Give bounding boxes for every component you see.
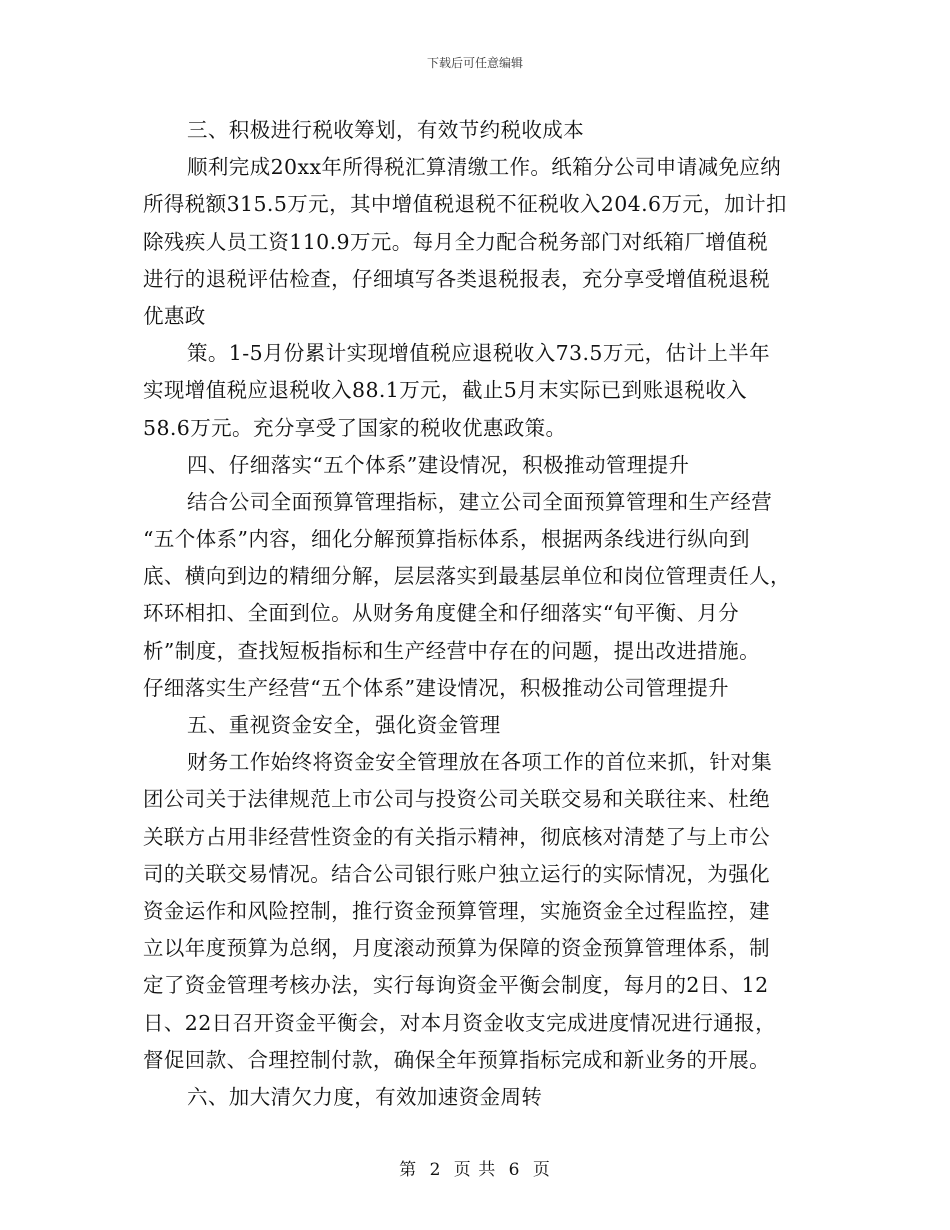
text-line: 日、22日召开资金平衡会，对本月资金收支完成进度情况进行通报，: [143, 1010, 776, 1035]
text-line: 三、积极进行税收筹划，有效节约税收成本: [187, 118, 585, 142]
text-line: 资金运作和风险控制，推行资金预算管理，实施资金全过程监控，建: [143, 898, 770, 923]
text-line: 司的关联交易情况。结合公司银行账户独立运行的实际情况，为强化: [143, 861, 770, 886]
text-line: 六、加大清欠力度，有效加速资金周转: [187, 1084, 543, 1109]
text-line: 顺利完成20xx年所得税汇算清缴工作。纸箱分公司申请减免应纳: [187, 155, 782, 180]
text-line: 财务工作始终将资金安全管理放在各项工作的首位来抓，针对集: [187, 750, 773, 775]
text-line: 仔细落实生产经营“五个体系”建设情况，积极推动公司管理提升: [143, 675, 730, 700]
text-line: 立以年度预算为总纲，月度滚动预算为保障的资金预算管理体系，制: [143, 936, 770, 961]
text-line: 环环相扣、全面到位。从财务角度健全和仔细落实“旬平衡、月分: [143, 601, 740, 626]
text-line: 进行的退税评估检查，仔细填写各类退税报表，充分享受增值税退税: [143, 266, 770, 291]
page-footer: [0, 1155, 950, 1180]
text-line: 58.6万元。充分享受了国家的税收优惠政策。: [143, 415, 567, 440]
text-line: 五、重视资金安全，强化资金管理: [187, 713, 501, 737]
text-line: 析”制度，查找短板指标和生产经营中存在的问题，提出改进措施。: [143, 638, 760, 663]
text-line: 底、横向到边的精细分解，层层落实到最基层单位和岗位管理责任人，: [143, 564, 791, 589]
page-header: 下载后可任意编辑: [426, 56, 523, 70]
text-line: 四、仔细落实“五个体系”建设情况，积极推动管理提升: [187, 452, 690, 477]
footer-prefix: 第: [399, 1160, 418, 1180]
text-line: “五个体系”内容，细化分解预算指标体系，根据两条线进行纵向到: [143, 527, 750, 552]
document-body: [143, 112, 823, 1116]
text-line: 督促回款、合理控制付款，确保全年预算指标完成和新业务的开展。: [143, 1047, 770, 1072]
footer-middle: 页 共: [453, 1160, 497, 1180]
text-line: 优惠政: [143, 303, 206, 328]
text-line: 定了资金管理考核办法，实行每询资金平衡会制度，每月的2日、12: [143, 973, 769, 998]
text-line: 团公司关于法律规范上市公司与投资公司关联交易和关联往来、杜绝: [143, 787, 770, 812]
text-line: 策。1-5月份累计实现增值税应退税收入73.5万元，估计上半年: [187, 341, 771, 366]
text-line: 实现增值税应退税收入88.1万元，截止5月末实际已到账退税收入: [143, 378, 748, 403]
total-pages-number: 6: [508, 1160, 521, 1180]
text-line: 关联方占用非经营性资金的有关指示精神，彻底核对清楚了与上市公: [143, 824, 770, 849]
current-page-number: 2: [429, 1160, 442, 1180]
text-line: 结合公司全面预算管理指标，建立公司全面预算管理和生产经营: [187, 489, 773, 514]
text-line: 所得税额315.5万元，其中增值税退税不征税收入204.6万元，加计扣: [143, 192, 787, 217]
footer-suffix: 页: [532, 1160, 551, 1180]
text-line: 除残疾人员工资110.9万元。每月全力配合税务部门对纸箱厂增值税: [143, 229, 768, 254]
